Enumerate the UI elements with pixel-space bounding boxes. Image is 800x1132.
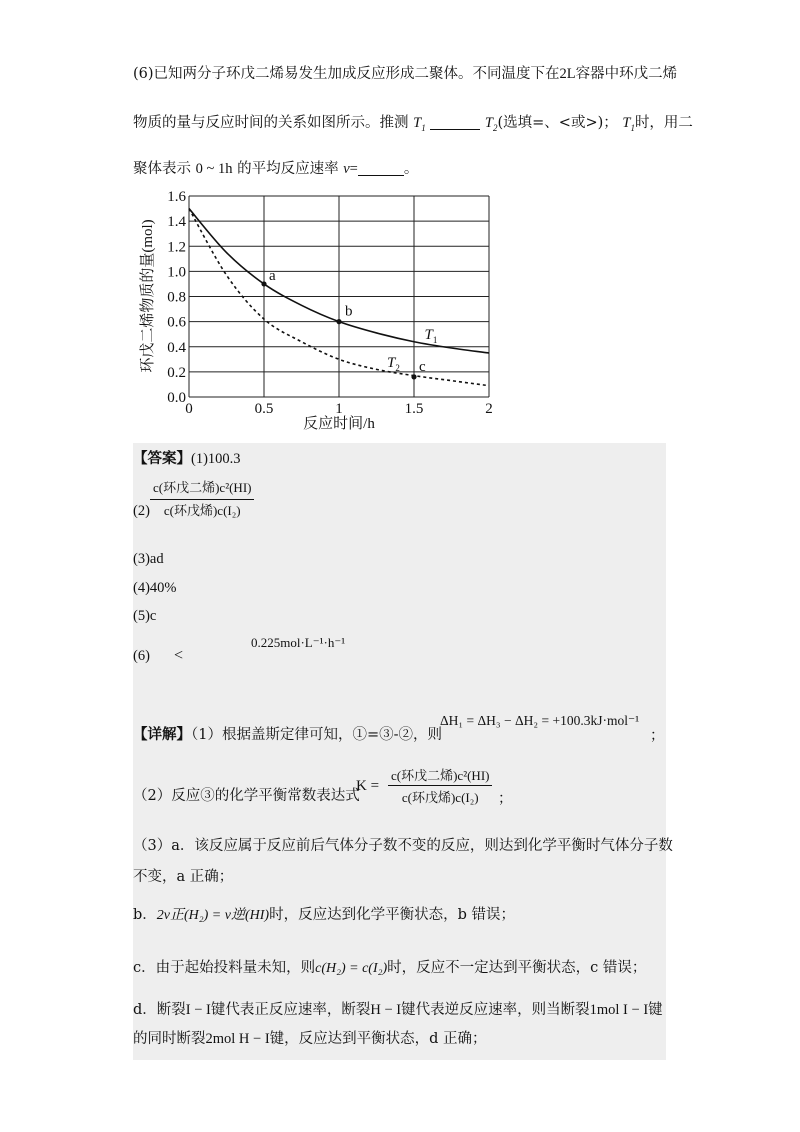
detail-line-7: d．断裂I − I键代表正反应速率，断裂H − I键代表逆反应速率，则当断裂1mol I − I键 — [133, 1002, 663, 1018]
y-axis-label: 环戊二烯物质的量(mol) — [140, 219, 156, 373]
delta-h-equation: ΔH₁ = ΔH₃ − ΔH₂ = +100.3kJ·mol⁻¹ — [440, 713, 640, 728]
x-axis-label: 反应时间/h — [303, 416, 375, 432]
punctuation: ； — [498, 791, 513, 807]
y-tick-label: 0.0 — [167, 390, 186, 406]
t2-symbol: $T_2$ — [484, 115, 498, 133]
answer-1: (1)100.3 — [191, 451, 241, 467]
k-symbol: K = — [356, 778, 380, 794]
y-tick-label: 1.4 — [167, 214, 186, 231]
answer-blank-2[interactable] — [358, 161, 404, 176]
rate-equation: 2v正(H₂) = v逆(HI) — [156, 908, 270, 923]
curve-label: $T_1$ — [424, 327, 438, 346]
question-text: 容器中环戊二烯 — [575, 66, 678, 82]
question-line-3: 聚体表示 0 ~ 1h 的平均反应速率 v= 。 — [133, 161, 419, 177]
data-point-c — [411, 374, 416, 379]
y-tick-label: 1.6 — [167, 189, 186, 205]
curve-label: $T_2$ — [387, 354, 400, 373]
detail-line-2: （2）反应③的化学平衡常数表达式 — [133, 788, 360, 804]
answer-6-value: 0.225mol·L⁻¹·h⁻¹ — [251, 635, 346, 650]
detail-line-4: 不变，a 正确； — [133, 869, 234, 885]
y-tick-label: 1.2 — [167, 239, 186, 256]
question-line-2 — [133, 113, 693, 138]
point-label-b: b — [345, 303, 353, 320]
question-text: 聚体表示 — [133, 161, 191, 177]
detail-line-3: （3）a．该反应属于反应前后气体分子数不变的反应，则达到化学平衡时气体分子数 — [133, 838, 673, 854]
answer-heading: 【答案】 — [133, 450, 191, 467]
v-symbol: v — [343, 161, 350, 177]
answer-5: (5)c — [133, 608, 157, 624]
answer-4: (4)40% — [133, 580, 177, 596]
data-point-b — [336, 319, 341, 324]
time-range: 0 ~ 1h — [195, 161, 233, 177]
answer-3: (3)ad — [133, 551, 164, 567]
detail-line-8: 的同时断裂2mol H − I键，反应达到平衡状态，d 正确； — [133, 1031, 487, 1047]
detail-line-1: 【详解】（1）根据盖斯定律可知，①=③-②，则 — [133, 726, 443, 743]
chart-grid — [189, 196, 489, 397]
data-point-a — [261, 281, 266, 286]
x-tick-label: 0 — [185, 401, 193, 417]
x-tick-label: 1.5 — [404, 401, 424, 417]
detail-heading: 【详解】 — [133, 726, 191, 743]
punctuation: ； — [650, 728, 665, 744]
detail-line-6: c．由于起始投料量未知，则c(H₂) = c(I₂)时，反应不一定达到平衡状态，c 错误； — [133, 960, 647, 976]
k-expression-fraction: c(环戊二烯)c²(HI) c(环戊烯)c(I₂) — [388, 765, 492, 806]
x-tick-label: 1 — [335, 401, 343, 417]
concentration-equation: c(H₂) = c(I₂) — [315, 961, 388, 976]
x-tick-label: 2 — [485, 401, 493, 417]
volume-value: 2L — [559, 66, 576, 82]
answer-blank-1[interactable] — [430, 115, 480, 130]
question-text: 物质的量与反应时间的关系如图所示。推测 — [133, 115, 409, 131]
chart — [130, 185, 510, 440]
t1-symbol: $T_1$ — [622, 115, 635, 133]
t1-symbol: $T_1$ — [413, 115, 426, 133]
answer-2-prefix: (2) — [133, 503, 150, 519]
x-tick-label: 0.5 — [254, 401, 274, 417]
detail-line-5: b．2v正(H₂) = v逆(HI)时，反应达到化学平衡状态，b 错误； — [133, 907, 515, 923]
question-text: (6)已知两分子环戊二烯易发生加成反应形成二聚体。不同温度下在 — [133, 66, 560, 82]
question-line-1 — [133, 64, 677, 84]
answer-line-1 — [133, 449, 241, 469]
question-text: (选填=、<或>)； — [497, 115, 618, 131]
question-text: 的平均反应速率 — [237, 161, 339, 177]
answer-2-fraction: c(环戊二烯)c²(HI) c(环戊烯)c(I₂) — [150, 478, 254, 521]
y-tick-label: 1.0 — [167, 264, 186, 281]
chart-ticks — [167, 189, 493, 417]
y-tick-label: 0.4 — [167, 339, 186, 356]
point-label-c: c — [419, 358, 426, 375]
y-tick-label: 0.6 — [167, 314, 186, 331]
answer-6-prefix: (6) — [133, 648, 150, 664]
question-text: 时，用二 — [634, 115, 693, 131]
answer-6-sign: < — [174, 647, 184, 664]
point-label-a: a — [269, 267, 276, 284]
y-tick-label: 0.8 — [167, 289, 186, 306]
y-tick-label: 0.2 — [167, 364, 186, 381]
